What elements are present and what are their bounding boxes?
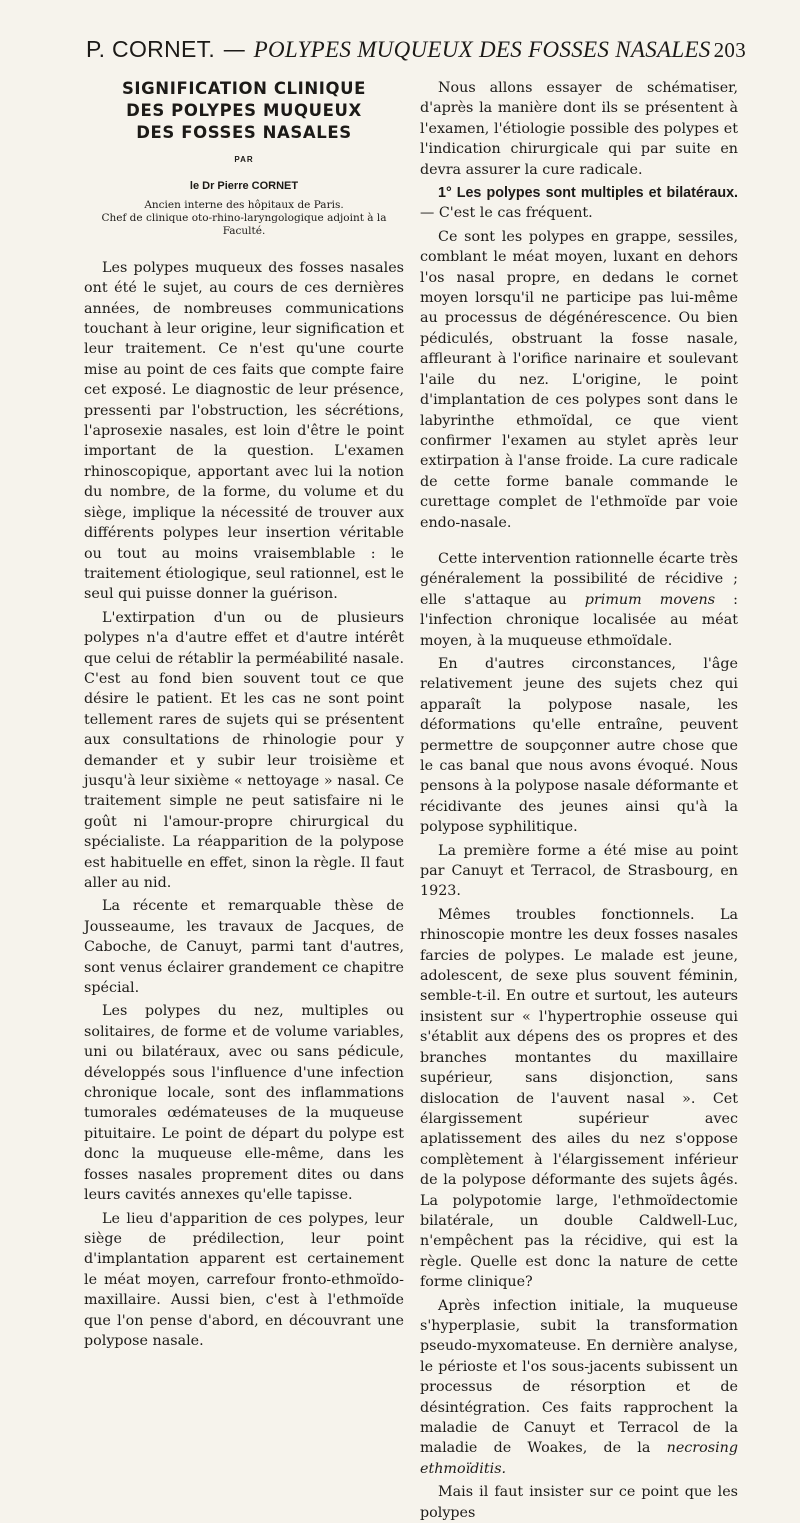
english-term: necrosing ethmoïditis. bbox=[420, 1440, 738, 1477]
latin-term: primum movens bbox=[584, 591, 716, 608]
body-paragraph bbox=[420, 1296, 738, 1480]
section-heading: 1° Les polypes sont multiples et bilatéraux. bbox=[438, 185, 738, 202]
header-dash: — bbox=[222, 37, 247, 63]
body-paragraph: Les polypes du nez, multiples ou solitaires, de forme et de volume variables, uni ou bilatéraux, avec ou sans pédicule, développés sous l'influence d'une infection chronique locale, sont des inflammations tumorales œdémateuses de la muqueuse pituitaire. Le point de départ du polype est donc la muqueuse elle-même, dans les fosses nasales proprement dites ou dans leurs cavités annexes qu'elle tapisse. bbox=[84, 1003, 404, 1204]
body-paragraph: Mais il faut insister sur ce point que les polypes bbox=[420, 1484, 738, 1521]
article-title-line: SIGNIFICATION CLINIQUE bbox=[121, 79, 367, 98]
body-paragraph bbox=[420, 549, 738, 651]
body-paragraph: La première forme a été mise au point par Canuyt et Terracol, de Strasbourg, en 1923. bbox=[420, 842, 738, 900]
body-paragraph: Les polypes muqueux des fosses nasales ont été le sujet, au cours de ces dernières années, de nombreuses communications touchant à leur origine, leur signification et leur traitement. Ce n'est qu'une courte mise au point de ces faits que compte faire cet exposé. Le diagnostic de leur présence, pressenti par l'obstruction, les sécrétions, l'aprosexie nasales, est loin d'être le point important de la question. L'examen rhinoscopique, apportant avec lui la notion du nombre, de la forme, du volume et du siège, implique la nécessité de trouver aux différents polypes leur insertion véritable ou tout au moins vraisemblable : le traitement étiologique, seul rationnel, est le seul qui puisse donner la guérison. bbox=[84, 259, 404, 603]
affiliations bbox=[84, 199, 404, 238]
article-title bbox=[84, 78, 404, 144]
right-column bbox=[420, 78, 738, 1523]
author-byline: le Dr Pierre CORNET bbox=[189, 180, 299, 193]
affiliation-line: Chef de clinique oto-rhino-laryngologique adjoint à la Faculté. bbox=[101, 211, 387, 237]
body-paragraph: Nous allons essayer de schématiser, d'après la manière dont ils se présentent à l'examen, l'étiologie possible des polypes et l'indication chirurgicale qui par suite en devra assurer la cure radicale. bbox=[420, 80, 738, 178]
article-title-line: DES POLYPES MUQUEUX bbox=[126, 101, 362, 120]
affiliation-line: Ancien interne des hôpitaux de Paris. bbox=[144, 198, 344, 211]
body-paragraph: Mêmes troubles fonctionnels. La rhinoscopie montre les deux fosses nasales farcies de polypes. Le malade est jeune, adolescent, de sexe plus souvent féminin, semble-t-il. En outre et surtout, les auteurs insistent sur « l'hypertrophie osseuse qui s'établit aux dépens des os propres et des branches montantes du maxillaire supérieur, sans disjonction, sans dislocation de l'auvent nasal ». Cet élargissement supérieur avec aplatissement des ailes du nez s'oppose complètement à l'élargissement inférieur de la polypose déformante des sujets âgés. La polypotomie large, l'ethmoïdectomie bilatérale, un double Caldwell-Luc, n'empêchent pas la récidive, qui est la règle. Quelle est donc la nature de cette forme clinique? bbox=[420, 906, 738, 1291]
body-paragraph: La récente et remarquable thèse de Jousseaume, les travaux de Jacques, de Caboche, de Canuyt, parmi tant d'autres, sont venus éclairer grandement ce chapitre spécial. bbox=[84, 898, 404, 997]
body-paragraph: En d'autres circonstances, l'âge relativement jeune des sujets chez qui apparaît la polypose nasale, les déformations qu'elle entraîne, peuvent permettre de soupçonner autre chose que le cas banal que nous avons évoqué. Nous pensons à la polypose nasale déformante et récidivante des jeunes ainsi qu'à la polypose syphilitique. bbox=[420, 655, 738, 836]
text-run: Après infection initiale, la muqueuse s'hyperplasie, subit la transformation pseudo-myxomateuse. En dernière analyse, le périoste et l'os sous-jacents subissent un processus de résorption et de désintégration. Ces faits rapprochent la maladie de Canuyt et Terracol de la maladie de Woakes, de la bbox=[420, 1297, 738, 1457]
body-paragraph: Le lieu d'apparition de ces polypes, leur siège de prédilection, leur point d'implantation apparent est certainement le méat moyen, carrefour fronto-ethmoïdo-maxillaire. Aussi bien, c'est à l'ethmoïde que l'on pense d'abord, en découvrant une polypose nasale. bbox=[84, 1210, 404, 1349]
header-author: P. CORNET. bbox=[86, 36, 216, 62]
left-column bbox=[84, 78, 404, 1351]
body-paragraph: Ce sont les polypes en grappe, sessiles, comblant le méat moyen, luxant en dehors l'os nasal propre, en dedans le cornet moyen lorsqu'il ne participe pas lui-même au processus de dégénérescence. Ou bien pédiculés, obstruant la fosse nasale, affleurant à l'orifice narinaire et soulevant l'aile du nez. L'origine, le point d'implantation de ces polypes sont dans le labyrinthe ethmoïdal, ce que vient confirmer l'examen au stylet après leur extirpation à l'anse froide. La cure radicale de cette forme banale commande le curettage complet de l'ethmoïde par voie endo-nasale. bbox=[420, 228, 738, 531]
article-title-line: DES FOSSES NASALES bbox=[136, 123, 352, 142]
text-run: : l'infection chronique localisée au méat moyen, à la muqueuse ethmoïdale. bbox=[420, 591, 738, 649]
page-number: 203 bbox=[713, 38, 746, 62]
text-run: Cette intervention rationnelle écarte très généralement la possibilité de récidive ; elle s'attaque au bbox=[420, 550, 738, 608]
header-title: POLYPES MUQUEUX DES FOSSES NASALES bbox=[253, 37, 711, 62]
body-paragraph: L'extirpation d'un ou de plusieurs polypes n'a d'autre effet et d'autre intérêt que celui de rétablir la perméabilité nasale. C'est au fond bien souvent tout ce que désire le patient. Et les cas ne sont point tellement rares de sujets qui se présentent aux consultations de rhinologie pour y demander et y subir leur troisième et jusqu'à leur sixième « nettoyage » nasal. Ce traitement simple ne peut satisfaire ni le goût ni l'amour-propre chirurgical du spécialiste. La réapparition de la polypose est habituelle en effet, sinon la règle. Il faut aller au nid. bbox=[84, 609, 404, 891]
section-heading-paragraph bbox=[420, 183, 738, 224]
running-header bbox=[86, 36, 746, 63]
par-label: PAR bbox=[234, 155, 254, 164]
section-heading-rest: — C'est le cas fréquent. bbox=[420, 205, 593, 222]
